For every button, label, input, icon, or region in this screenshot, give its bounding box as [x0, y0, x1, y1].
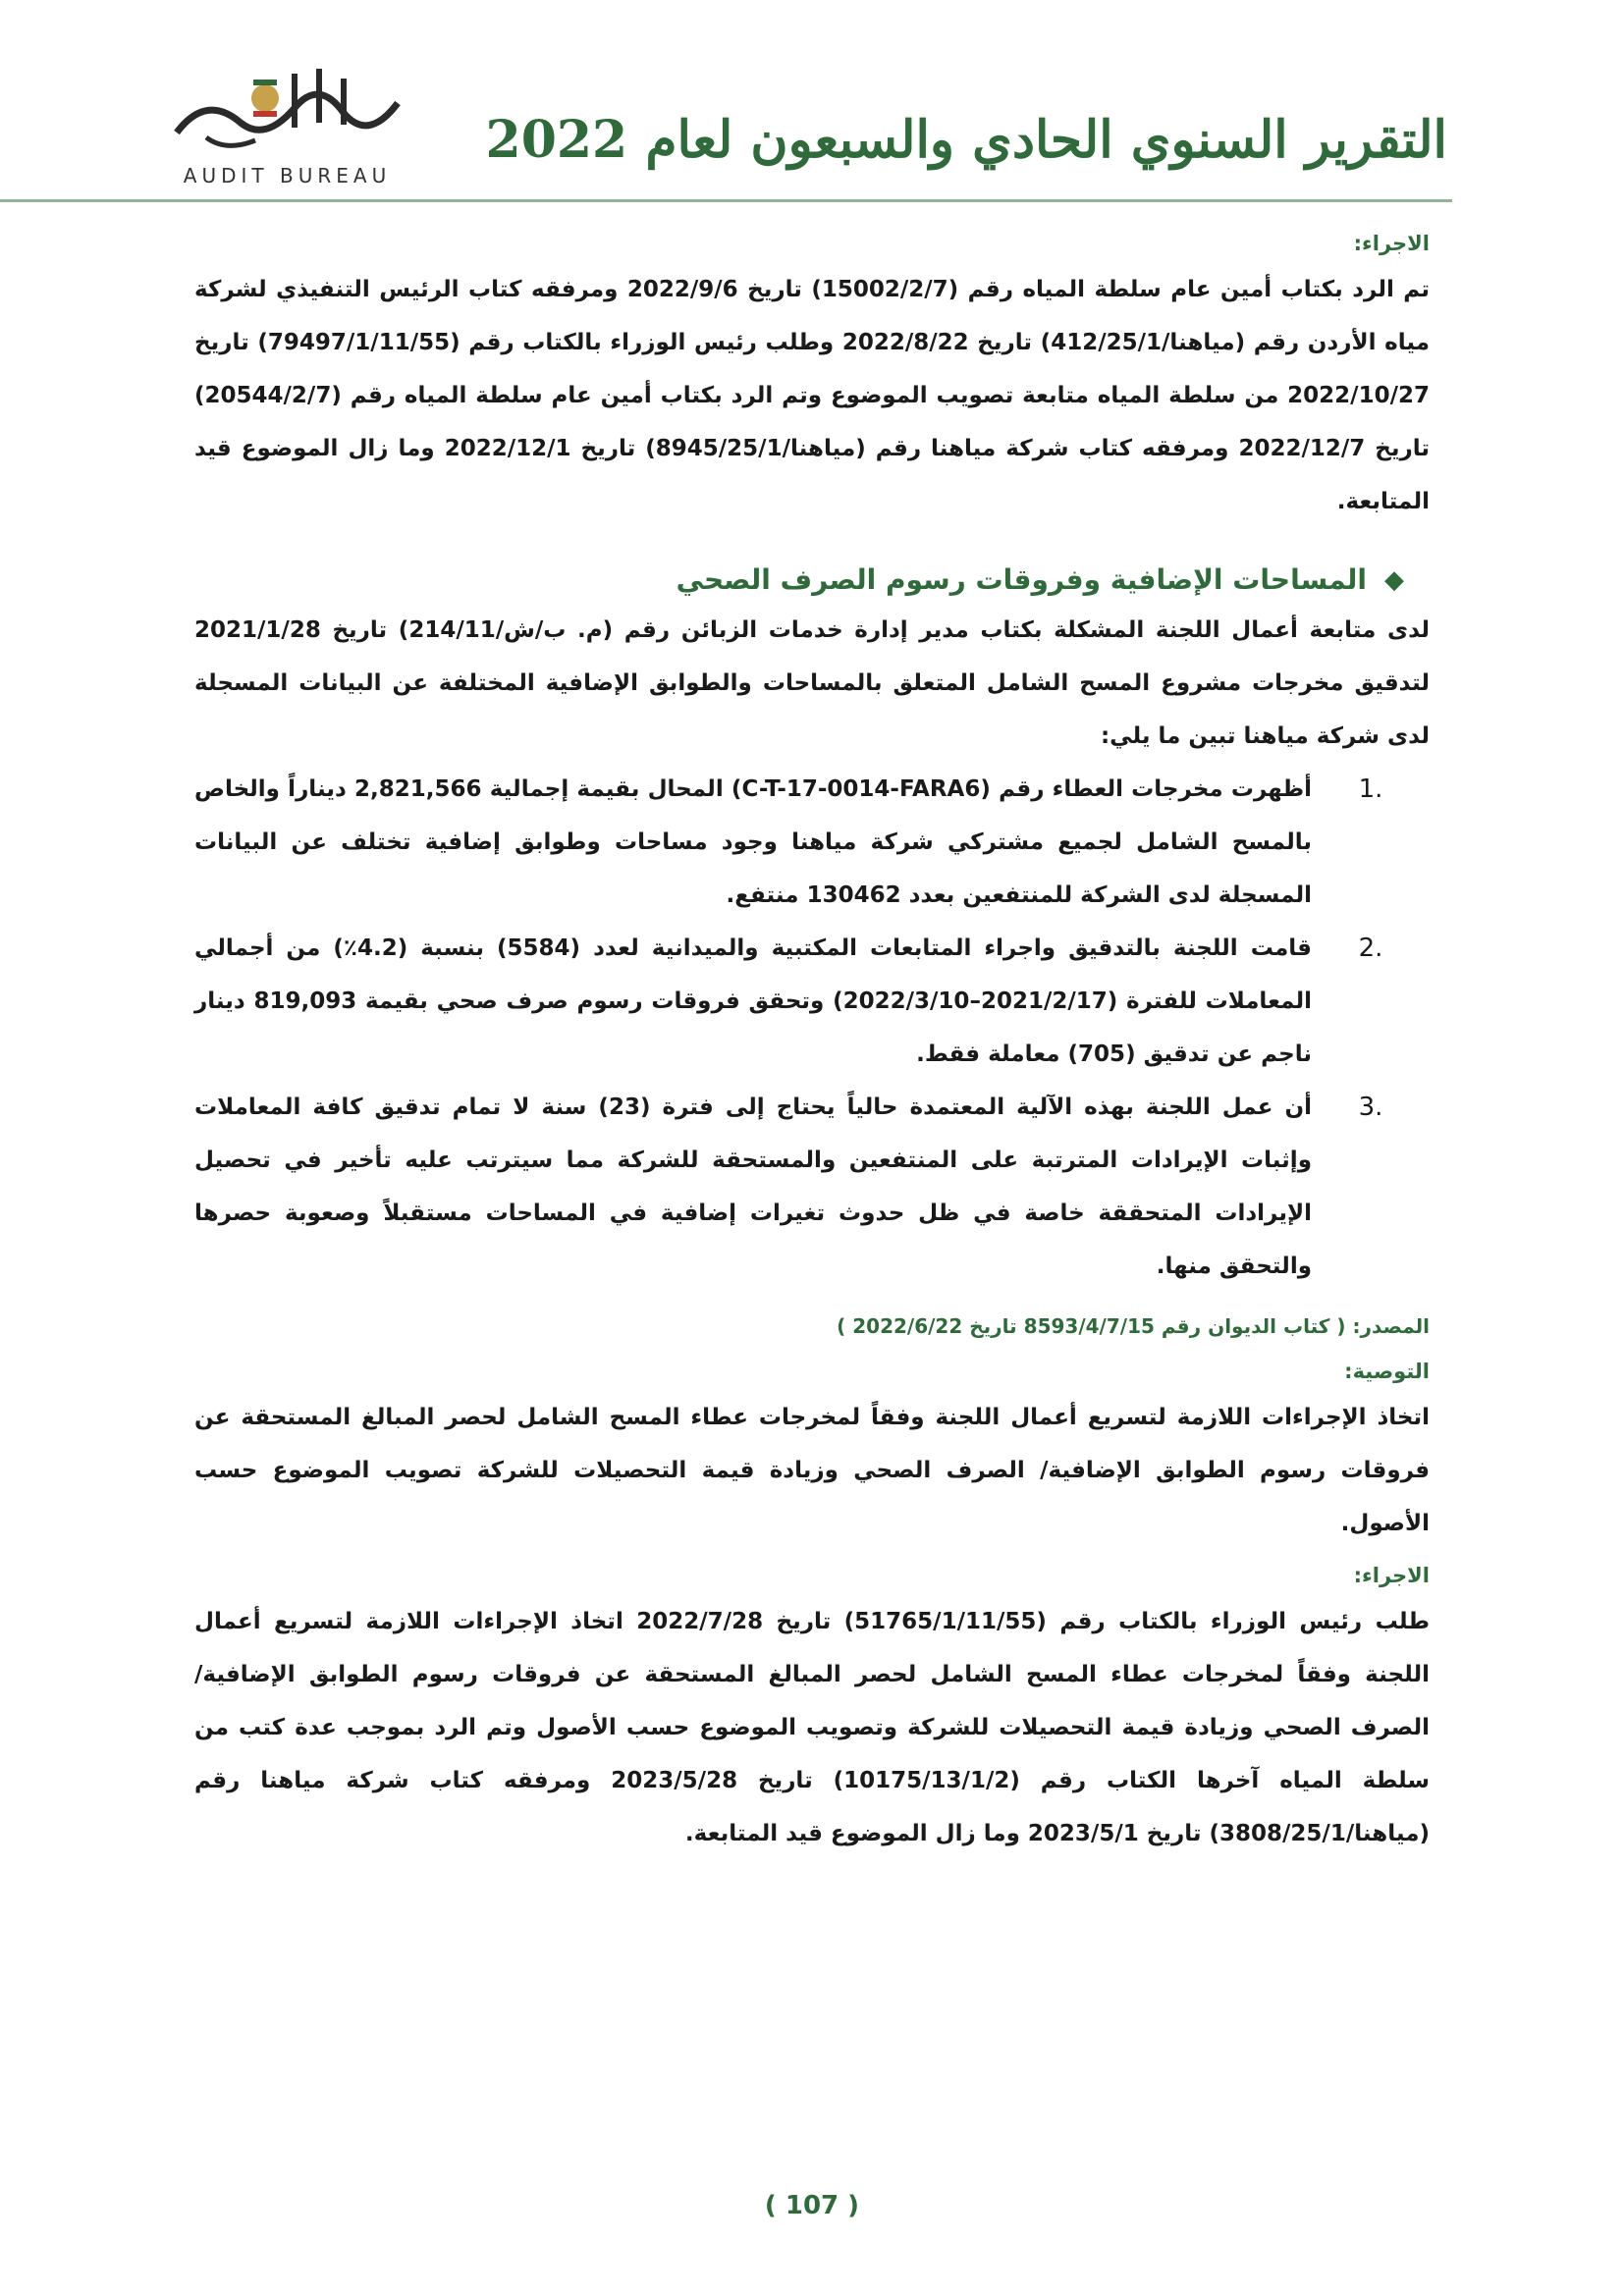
logo-emblem-icon [147, 54, 427, 162]
list-item-text: أظهرت مخرجات العطاء رقم (C-T-17-0014-FARA6) المحال بقيمة إجمالية 2,821,566 ديناراً والخاص بالمسح الشامل لجميع مشتركي شركة مياهنا وجود مساحات وطوابق إضافية تختلف عن البيانات المسجلة لدى الشركة للمنتفعين بعدد 130462 منتفع. [194, 776, 1312, 908]
header-divider [0, 199, 1452, 202]
action-label-2: الاجراء: [1353, 1564, 1430, 1587]
list-item [194, 763, 1430, 922]
list-item [194, 1081, 1430, 1293]
page-content [194, 226, 1430, 1860]
action-paragraph-2: طلب رئيس الوزراء بالكتاب رقم (51765/1/11/55) تاريخ 2022/7/28 اتخاذ الإجراءات اللازمة لتسريع أعمال اللجنة وفقاً لمخرجات عطاء المسح الشامل لحصر المبالغ المستحقة عن فروقات رسوم الطوابق الإضافية/ الصرف الصحي وزيادة قيمة التحصيلات للشركة وتصويب الموضوع حسب الأصول وتم الرد بموجب عدة كتب من سلطة المياه آخرها الكتاب رقم (10175/13/1/2) تاريخ 2023/5/28 ومرفقه كتاب شركة مياهنا رقم (مياهنا/3808/25/1) تاريخ 2023/5/1 وما زال الموضوع قيد المتابعة. [194, 1609, 1430, 1846]
section-intro: لدى متابعة أعمال اللجنة المشكلة بكتاب مدير إدارة خدمات الزبائن رقم (م. ب/ش/214/11) تاريخ 2021/1/28 لتدقيق مخرجات مشروع المسح الشامل المتعلق بالمساحات والطوابق الإضافية المختلفة عن البيانات المسجلة لدى شركة مياهنا تبين ما يلي: [194, 617, 1430, 749]
recommendation-paragraph: اتخاذ الإجراءات اللازمة لتسريع أعمال اللجنة وفقاً لمخرجات عطاء المسح الشامل لحصر المبالغ المستحقة عن فروقات رسوم الطوابق الإضافية/ الصرف الصحي وزيادة قيمة التحصيلات للشركة تصويب الموضوع حسب الأصول. [194, 1405, 1430, 1536]
action-label: الاجراء: [1353, 232, 1430, 255]
findings-list [194, 763, 1430, 1293]
list-item-number: 3. [1358, 1093, 1383, 1122]
list-item-number: 1. [1358, 774, 1383, 804]
action-paragraph: تم الرد بكتاب أمين عام سلطة المياه رقم (15002/2/7) تاريخ 2022/9/6 ومرفقه كتاب الرئيس التنفيذي لشركة مياه الأردن رقم (مياهنا/412/25/1) تاريخ 2022/8/22 وطلب رئيس الوزراء بالكتاب رقم (79497/1/11/55) تاريخ 2022/10/27 من سلطة المياه متابعة تصويب الموضوع وتم الرد بكتاب أمين عام سلطة المياه رقم (20544/2/7) تاريخ 2022/12/7 ومرفقه كتاب شركة مياهنا رقم (مياهنا/8945/25/1) تاريخ 2022/12/1 وما زال الموضوع قيد المتابعة. [194, 277, 1431, 514]
recommendation-label: التوصية: [1344, 1360, 1430, 1383]
audit-bureau-logo [147, 54, 427, 191]
list-item-text: قامت اللجنة بالتدقيق واجراء المتابعات المكتبية والميدانية لعدد (5584) بنسبة (4.2٪) من أجمالي المعاملات للفترة (2021/2/17–2022/3/10) وتحقق فروقات رسوم صرف صحي بقيمة 819,093 دينار ناجم عن تدقيق (705) معاملة فقط. [194, 935, 1312, 1067]
report-title: التقرير السنوي الحادي والسبعون لعام 2022 [485, 110, 1447, 170]
list-item-number: 2. [1358, 934, 1383, 963]
source-note: المصدر: ( كتاب الديوان رقم 8593/4/7/15 تاريخ 2022/6/22 ) [837, 1314, 1430, 1338]
list-item [194, 922, 1430, 1081]
section-title: المساحات الإضافية وفروقات رسوم الصرف الصحي [676, 563, 1367, 596]
list-item-text: أن عمل اللجنة بهذه الآلية المعتمدة حالياً يحتاج إلى فترة (23) سنة لا تمام تدقيق كافة المعاملات وإثبات الإيرادات المترتبة على المنتفعين والمستحقة للشركة مما سيترتب عليه تأخير في تحصيل الإيرادات المتحققة خاصة في ظل حدوث تغيرات إضافية في المساحات مستقبلاً وصعوبة حصرها والتحقق منها. [194, 1095, 1313, 1279]
page-number: ( 107 ) [764, 2191, 860, 2220]
page-header [0, 0, 1624, 206]
section-heading [194, 563, 1430, 596]
diamond-bullet-icon: ◆ [1384, 564, 1404, 595]
logo-caption: AUDIT BUREAU [183, 164, 392, 187]
